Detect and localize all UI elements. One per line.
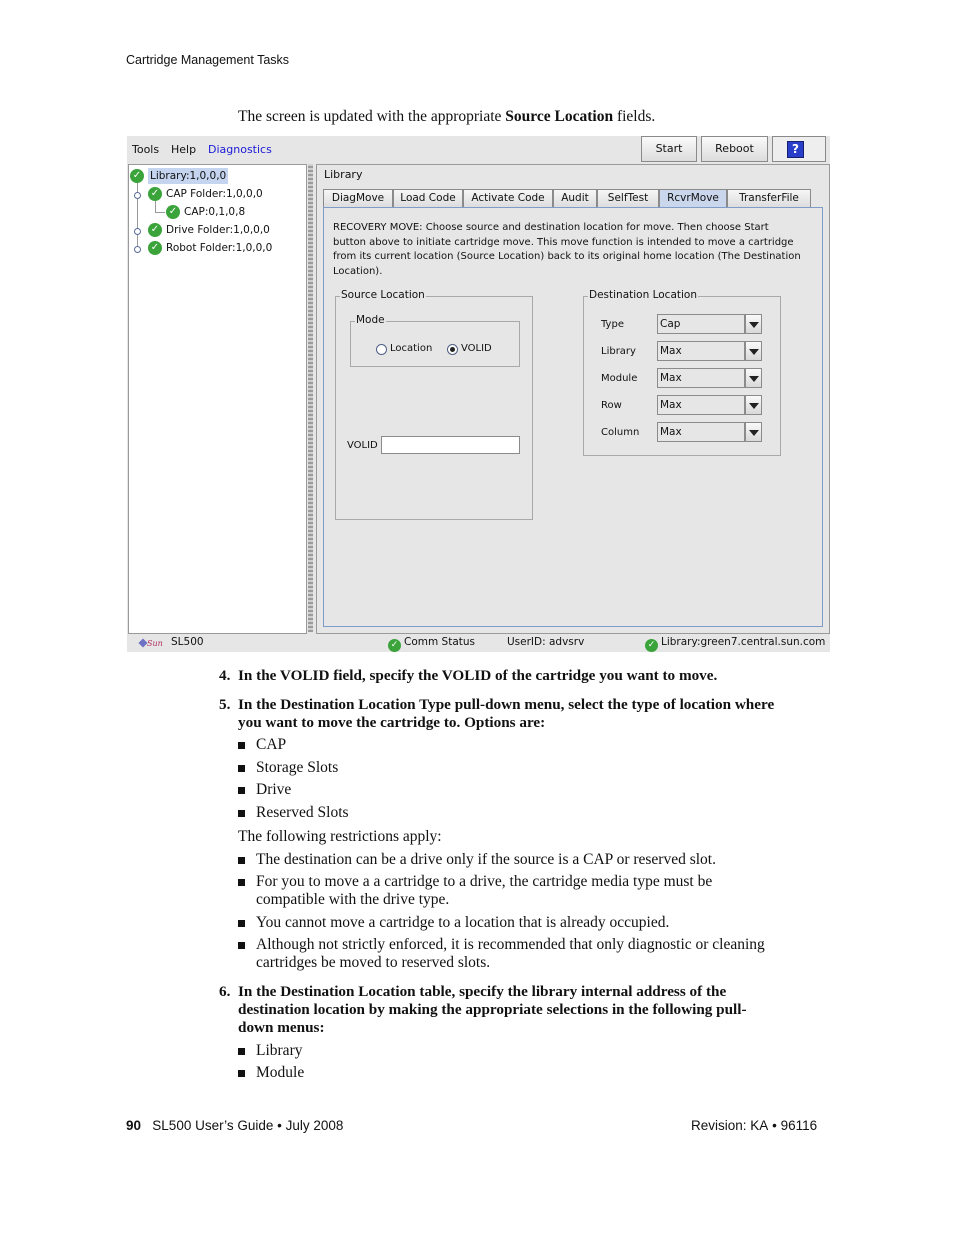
step-6 — [219, 983, 838, 1037]
check-icon: ✓ — [388, 639, 401, 652]
library-panel — [316, 164, 830, 634]
running-header: Cartridge Management Tasks — [126, 53, 290, 67]
list-item-text: You cannot move a cartridge to a location that is already occupied. — [256, 914, 670, 931]
menu-help[interactable]: Help — [171, 143, 197, 156]
start-button[interactable]: Start — [641, 136, 697, 162]
tree-item-label: Drive Folder:1,0,0,0 — [166, 224, 270, 236]
comm-status — [388, 636, 475, 652]
user-id: UserID: advsrv — [507, 636, 585, 648]
tab-activate-code[interactable]: Activate Code — [463, 189, 553, 207]
check-icon: ✓ — [148, 241, 162, 255]
tab-diagmove[interactable]: DiagMove — [323, 189, 393, 207]
column-select[interactable] — [657, 422, 762, 442]
step-text-line: destination location by making the appropriate selections in the following pull- — [238, 1001, 747, 1018]
rcvrmove-tab-content — [323, 207, 823, 627]
page-number: 90 — [126, 1118, 142, 1133]
tree-item-label: Robot Folder:1,0,0,0 — [166, 242, 273, 254]
volid-radio[interactable] — [447, 344, 458, 355]
check-icon: ✓ — [130, 169, 144, 183]
list-item-text: Reserved Slots — [256, 804, 349, 821]
row-label: Row — [601, 400, 622, 411]
chevron-down-icon[interactable] — [745, 422, 762, 442]
source-location-group — [335, 289, 533, 520]
panel-title: Library — [324, 168, 363, 181]
tab-load-code[interactable]: Load Code — [393, 189, 463, 207]
mode-group — [350, 314, 520, 367]
check-icon: ✓ — [645, 639, 658, 652]
check-icon: ✓ — [148, 187, 162, 201]
tree-item-label: Library:1,0,0,0 — [150, 170, 227, 182]
module-select-value: Max — [657, 368, 745, 388]
device-tree — [128, 164, 307, 634]
check-icon: ✓ — [166, 205, 180, 219]
chevron-down-icon[interactable] — [745, 368, 762, 388]
volid-label: VOLID — [347, 440, 378, 451]
volid-radio-label: VOLID — [461, 343, 492, 354]
list-item-text: Although not strictly enforced, it is recommended that only diagnostic or cleaning — [256, 936, 765, 953]
list-item-text: Library — [256, 1042, 303, 1059]
page-footer-left — [126, 1118, 343, 1133]
type-label: Type — [601, 319, 624, 330]
type-select-value: Cap — [657, 314, 745, 334]
list-item-text: For you to move a a cartridge to a drive, the cartridge media type must be — [256, 873, 713, 890]
list-item-text: CAP — [256, 736, 287, 753]
product-name: SL500 — [171, 636, 204, 648]
separator: • — [772, 1118, 777, 1133]
destination-location-title: Destination Location — [589, 289, 697, 301]
comm-status-label: Comm Status — [404, 636, 476, 648]
tree-line — [155, 212, 165, 213]
step-text-line: down menus: — [238, 1019, 325, 1036]
page-footer-right — [691, 1118, 817, 1133]
separator: • — [277, 1118, 282, 1133]
restrictions-intro: The following restrictions apply: — [238, 828, 442, 845]
document-number: 96116 — [780, 1118, 818, 1133]
step-text-line: In the Destination Location table, specify the library internal address of the — [238, 983, 727, 1000]
column-select-value: Max — [657, 422, 745, 442]
tab-audit[interactable]: Audit — [553, 189, 597, 207]
chevron-down-icon[interactable] — [745, 341, 762, 361]
chevron-down-icon[interactable] — [745, 395, 762, 415]
help-icon: ? — [787, 141, 804, 158]
step-number: 5. — [219, 696, 231, 713]
module-select[interactable] — [657, 368, 762, 388]
menu-tools[interactable]: Tools — [132, 143, 160, 156]
list-item-text: compatible with the drive type. — [256, 891, 450, 908]
type-select[interactable] — [657, 314, 762, 334]
library-select-value: Max — [657, 341, 745, 361]
split-pane-divider[interactable] — [308, 164, 313, 632]
menu-bar — [127, 136, 279, 164]
list-item-text: Drive — [256, 781, 292, 798]
source-location-title: Source Location — [341, 289, 425, 301]
location-radio-label: Location — [390, 343, 433, 354]
destination-location-group — [583, 289, 781, 456]
step-text: In the VOLID field, specify the VOLID of the cartridge you want to move. — [238, 667, 718, 684]
tree-item-label: CAP Folder:1,0,0,0 — [166, 188, 263, 200]
row-select[interactable] — [657, 395, 762, 415]
intro-text-end: fields. — [613, 108, 656, 125]
step-number: 4. — [219, 667, 231, 684]
row-select-value: Max — [657, 395, 745, 415]
guide-date: July 2008 — [285, 1118, 344, 1133]
help-button[interactable] — [772, 136, 826, 162]
expand-handle-icon[interactable] — [134, 192, 141, 199]
list-item-text: The destination can be a drive only if the source is a CAP or reserved slot. — [256, 851, 716, 868]
status-bar — [127, 634, 830, 652]
check-icon: ✓ — [148, 223, 162, 237]
chevron-down-icon[interactable] — [745, 314, 762, 334]
step-number: 6. — [219, 983, 231, 1000]
reboot-button[interactable]: Reboot — [701, 136, 768, 162]
list-item-text: Storage Slots — [256, 759, 339, 776]
list-item-text: Module — [256, 1064, 305, 1081]
expand-handle-icon[interactable] — [134, 246, 141, 253]
library-select[interactable] — [657, 341, 762, 361]
tab-selftest[interactable]: SelfTest — [597, 189, 659, 207]
expand-handle-icon[interactable] — [134, 228, 141, 235]
library-label: Library — [601, 346, 636, 357]
step-text-line: you want to move the cartridge to. Options are: — [238, 714, 546, 731]
tab-rcvrmove[interactable]: RcvrMove — [659, 189, 727, 207]
volid-input[interactable] — [381, 436, 520, 454]
library-host-label: Library:green7.central.sun.com — [661, 636, 826, 648]
guide-title: SL500 User’s Guide — [152, 1118, 274, 1133]
recovery-move-description: RECOVERY MOVE: Choose source and destination location for move. Then choose Start button above to initiate cartridge move. This move function is intended to move a cartridge from its current location (Source Location) back to its original home location (The Destination Location). — [333, 222, 801, 277]
intro-text: The screen is updated with the appropriate — [238, 108, 506, 125]
location-radio[interactable] — [376, 344, 387, 355]
intro-bold: Source Location — [505, 108, 614, 125]
module-label: Module — [601, 373, 638, 384]
app-screenshot — [127, 136, 830, 652]
mode-title: Mode — [356, 314, 385, 326]
step-4 — [219, 667, 718, 685]
menu-diagnostics[interactable]: Diagnostics — [208, 143, 272, 156]
revision: Revision: KA — [691, 1118, 769, 1133]
library-host — [645, 636, 825, 652]
step-text-line: In the Destination Location Type pull-down menu, select the type of location where — [238, 696, 775, 713]
sun-logo-icon: Sun — [139, 634, 165, 650]
intro-paragraph — [238, 108, 655, 126]
tree-item-label: CAP:0,1,0,8 — [184, 206, 246, 218]
step-5 — [219, 696, 838, 732]
column-label: Column — [601, 427, 640, 438]
list-item-text: cartridges be moved to reserved slots. — [256, 954, 491, 971]
tab-transferfile[interactable]: TransferFile — [727, 189, 811, 207]
